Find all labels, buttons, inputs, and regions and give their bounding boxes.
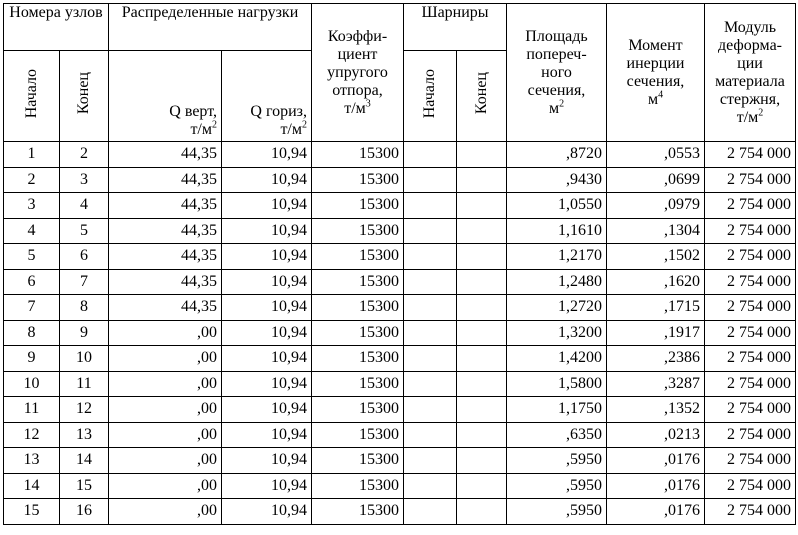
cell-q-horizontal: 10,94 [222,473,312,499]
cell-deformation-modulus: 2 754 000 [705,371,796,397]
cell-cross-section-area: 1,2720 [507,295,607,321]
cell-start-node: 9 [4,346,60,372]
cell-cross-section-area: 1,1610 [507,218,607,244]
cell-hinge-end [457,371,507,397]
cell-elastic-coefficient: 15300 [312,269,404,295]
table-row [4,167,796,193]
cell-hinge-start [404,320,457,346]
cell-hinge-end [457,320,507,346]
header-elastic-coefficient: Коэффи- циент упругого отпора, $т/м^3$ [312,4,404,142]
cell-start-node: 3 [4,193,60,219]
cell-q-horizontal: 10,94 [222,371,312,397]
cell-start-node: 14 [4,473,60,499]
cell-start-node: 7 [4,295,60,321]
cell-deformation-modulus: 2 754 000 [705,448,796,474]
cell-q-vertical: ,00 [109,346,222,372]
cell-elastic-coefficient: 15300 [312,167,404,193]
cell-elastic-coefficient: 15300 [312,448,404,474]
cell-end-node: 9 [60,320,109,346]
cell-end-node: 15 [60,473,109,499]
table-row [4,142,796,168]
header-end: Конец [60,51,109,142]
cell-q-horizontal: 10,94 [222,448,312,474]
header-start: Начало [4,51,60,142]
cell-cross-section-area: ,9430 [507,167,607,193]
cell-end-node: 8 [60,295,109,321]
cell-q-vertical: ,00 [109,422,222,448]
cell-hinge-start [404,499,457,525]
cell-hinge-start [404,295,457,321]
cell-hinge-end [457,448,507,474]
cell-hinge-start [404,422,457,448]
cell-start-node: 15 [4,499,60,525]
cell-elastic-coefficient: 15300 [312,142,404,168]
cell-deformation-modulus: 2 754 000 [705,397,796,423]
cell-moment-of-inertia: ,0213 [607,422,705,448]
cell-end-node: 16 [60,499,109,525]
cell-moment-of-inertia: ,0176 [607,473,705,499]
cell-cross-section-area: 1,3200 [507,320,607,346]
cell-elastic-coefficient: 15300 [312,346,404,372]
beam-parameters-table [3,3,796,525]
table-row [4,346,796,372]
cell-elastic-coefficient: 15300 [312,244,404,270]
cell-deformation-modulus: 2 754 000 [705,269,796,295]
cell-cross-section-area: ,6350 [507,422,607,448]
cell-hinge-end [457,142,507,168]
cell-cross-section-area: ,5950 [507,448,607,474]
cell-start-node: 11 [4,397,60,423]
cell-moment-of-inertia: ,0176 [607,499,705,525]
cell-elastic-coefficient: 15300 [312,193,404,219]
cell-start-node: 5 [4,244,60,270]
cell-cross-section-area: 1,2170 [507,244,607,270]
cell-q-horizontal: 10,94 [222,244,312,270]
cell-hinge-end [457,167,507,193]
header-q-vertical: Q верт, $т/м^2$ [109,51,222,142]
cell-deformation-modulus: 2 754 000 [705,244,796,270]
cell-hinge-start [404,167,457,193]
cell-hinge-start [404,244,457,270]
cell-start-node: 12 [4,422,60,448]
table-row [4,320,796,346]
cell-hinge-start [404,448,457,474]
cell-q-vertical: 44,35 [109,218,222,244]
header-hinges: Шарниры [404,4,507,51]
cell-end-node: 6 [60,244,109,270]
cell-q-vertical: ,00 [109,499,222,525]
table-row [4,295,796,321]
cell-q-horizontal: 10,94 [222,142,312,168]
cell-q-vertical: ,00 [109,448,222,474]
cell-deformation-modulus: 2 754 000 [705,193,796,219]
cell-deformation-modulus: 2 754 000 [705,422,796,448]
cell-deformation-modulus: 2 754 000 [705,218,796,244]
cell-q-horizontal: 10,94 [222,218,312,244]
table-row [4,397,796,423]
cell-start-node: 2 [4,167,60,193]
cell-hinge-end [457,473,507,499]
cell-end-node: 5 [60,218,109,244]
cell-end-node: 2 [60,142,109,168]
cell-start-node: 6 [4,269,60,295]
cell-moment-of-inertia: ,0979 [607,193,705,219]
cell-elastic-coefficient: 15300 [312,499,404,525]
cell-deformation-modulus: 2 754 000 [705,167,796,193]
cell-q-vertical: 44,35 [109,269,222,295]
cell-q-horizontal: 10,94 [222,320,312,346]
cell-cross-section-area: ,8720 [507,142,607,168]
cell-hinge-end [457,244,507,270]
header-distributed-loads: Распределенные нагрузки [109,4,312,51]
table-row [4,193,796,219]
cell-end-node: 7 [60,269,109,295]
cell-hinge-end [457,397,507,423]
header-hinge-end: Конец [457,51,507,142]
header-moment-of-inertia: Момент инерции сечения, $м^4$ [607,4,705,142]
cell-deformation-modulus: 2 754 000 [705,346,796,372]
cell-moment-of-inertia: ,1502 [607,244,705,270]
cell-hinge-start [404,397,457,423]
cell-q-horizontal: 10,94 [222,269,312,295]
cell-moment-of-inertia: ,0176 [607,448,705,474]
table-row [4,473,796,499]
cell-cross-section-area: ,5950 [507,499,607,525]
table-row [4,499,796,525]
cell-end-node: 10 [60,346,109,372]
cell-moment-of-inertia: ,1620 [607,269,705,295]
cell-cross-section-area: ,5950 [507,473,607,499]
cell-q-vertical: ,00 [109,473,222,499]
cell-elastic-coefficient: 15300 [312,473,404,499]
cell-moment-of-inertia: ,3287 [607,371,705,397]
cell-q-horizontal: 10,94 [222,499,312,525]
header-q-horizontal: Q гориз, $т/м^2$ [222,51,312,142]
cell-moment-of-inertia: ,1352 [607,397,705,423]
cell-hinge-end [457,295,507,321]
cell-q-vertical: ,00 [109,371,222,397]
cell-hinge-start [404,142,457,168]
cell-elastic-coefficient: 15300 [312,422,404,448]
table-row [4,218,796,244]
cell-end-node: 12 [60,397,109,423]
cell-elastic-coefficient: 15300 [312,218,404,244]
cell-hinge-end [457,193,507,219]
cell-q-horizontal: 10,94 [222,295,312,321]
cell-hinge-start [404,218,457,244]
cell-moment-of-inertia: ,1715 [607,295,705,321]
table-body [4,142,796,525]
cell-moment-of-inertia: ,1304 [607,218,705,244]
cell-hinge-end [457,218,507,244]
cell-hinge-end [457,422,507,448]
header-node-numbers: Номера узлов [4,4,109,51]
cell-cross-section-area: 1,1750 [507,397,607,423]
cell-end-node: 13 [60,422,109,448]
cell-hinge-start [404,269,457,295]
cell-q-horizontal: 10,94 [222,422,312,448]
cell-start-node: 4 [4,218,60,244]
cell-end-node: 14 [60,448,109,474]
cell-hinge-end [457,499,507,525]
cell-moment-of-inertia: ,1917 [607,320,705,346]
table-wrapper [3,3,796,525]
cell-moment-of-inertia: ,0699 [607,167,705,193]
cell-cross-section-area: 1,4200 [507,346,607,372]
cell-start-node: 10 [4,371,60,397]
cell-elastic-coefficient: 15300 [312,371,404,397]
cell-q-vertical: ,00 [109,320,222,346]
cell-q-vertical: 44,35 [109,167,222,193]
cell-q-vertical: 44,35 [109,142,222,168]
cell-hinge-start [404,371,457,397]
cell-deformation-modulus: 2 754 000 [705,320,796,346]
header-cross-section-area: Площадь попереч- ного сечения, $м^2$ [507,4,607,142]
cell-deformation-modulus: 2 754 000 [705,499,796,525]
cell-deformation-modulus: 2 754 000 [705,295,796,321]
cell-q-vertical: ,00 [109,397,222,423]
cell-end-node: 3 [60,167,109,193]
cell-cross-section-area: 1,5800 [507,371,607,397]
cell-q-vertical: 44,35 [109,244,222,270]
cell-moment-of-inertia: ,2386 [607,346,705,372]
cell-hinge-end [457,269,507,295]
cell-end-node: 11 [60,371,109,397]
cell-q-horizontal: 10,94 [222,397,312,423]
cell-cross-section-area: 1,0550 [507,193,607,219]
cell-hinge-start [404,193,457,219]
cell-elastic-coefficient: 15300 [312,397,404,423]
cell-elastic-coefficient: 15300 [312,295,404,321]
cell-q-horizontal: 10,94 [222,193,312,219]
cell-hinge-end [457,346,507,372]
table-row [4,244,796,270]
header-hinge-start: Начало [404,51,457,142]
table-row [4,422,796,448]
cell-hinge-start [404,346,457,372]
cell-hinge-start [404,473,457,499]
cell-q-horizontal: 10,94 [222,167,312,193]
header-deformation-modulus: Модуль деформа- ции материала стержня, $т/м^2$ [705,4,796,142]
table-row [4,371,796,397]
cell-start-node: 8 [4,320,60,346]
cell-q-vertical: 44,35 [109,193,222,219]
cell-moment-of-inertia: ,0553 [607,142,705,168]
table-row [4,448,796,474]
cell-q-vertical: 44,35 [109,295,222,321]
cell-cross-section-area: 1,2480 [507,269,607,295]
cell-deformation-modulus: 2 754 000 [705,142,796,168]
cell-elastic-coefficient: 15300 [312,320,404,346]
cell-start-node: 13 [4,448,60,474]
table-row [4,269,796,295]
cell-start-node: 1 [4,142,60,168]
cell-q-horizontal: 10,94 [222,346,312,372]
cell-end-node: 4 [60,193,109,219]
cell-deformation-modulus: 2 754 000 [705,473,796,499]
